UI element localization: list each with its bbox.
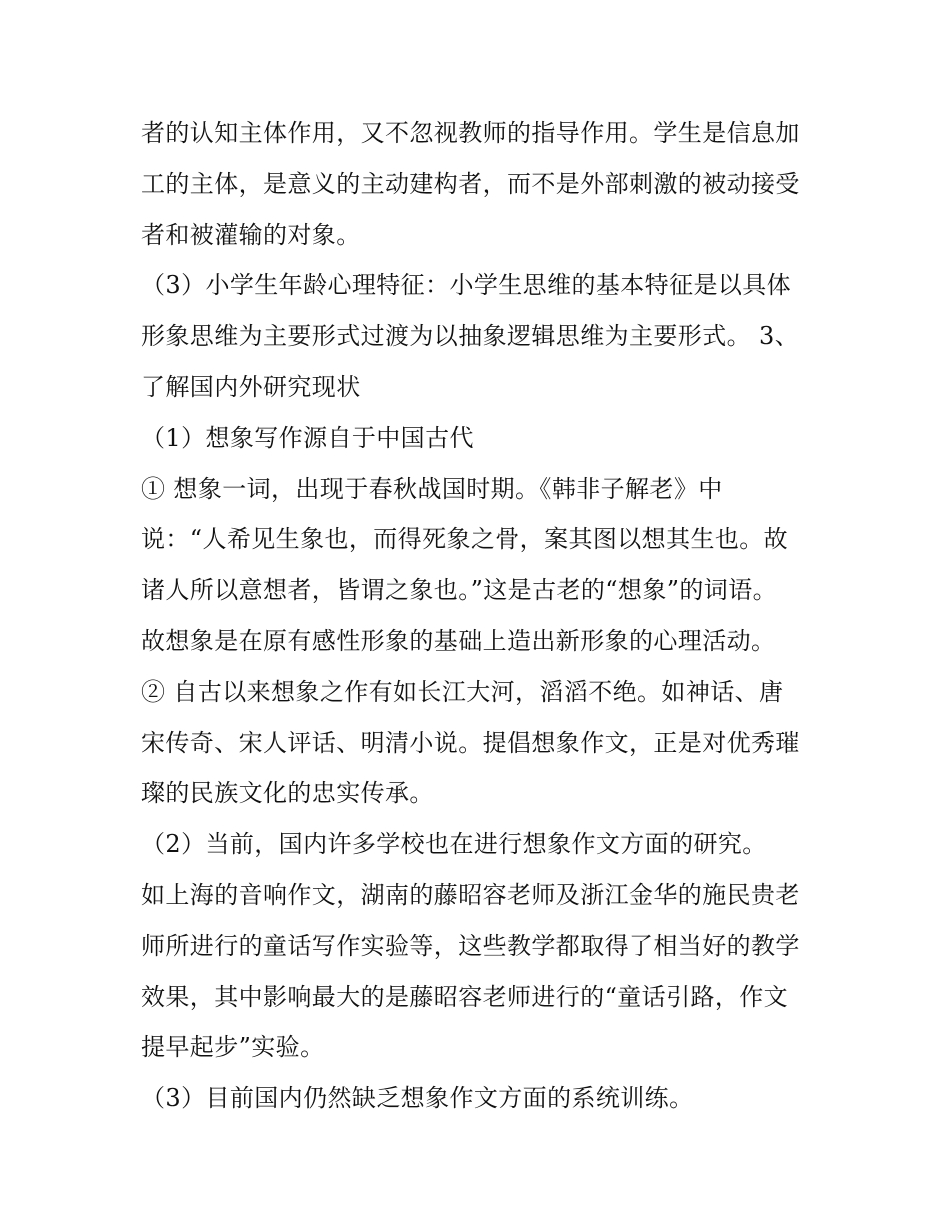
text-line: 师所进行的童话写作实验等，这些教学都取得了相当好的教学 xyxy=(141,931,800,960)
text-line: （1）想象写作源自于中国古代 xyxy=(141,423,474,452)
text-line: 诸人所以意想者，皆谓之象也。”这是古老的“想象”的词语。 xyxy=(141,576,778,605)
text-line: 宋传奇、宋人评话、明清小说。提倡想象作文，正是对优秀璀 xyxy=(141,728,800,757)
text-line: 者和被灌输的对象。 xyxy=(141,220,361,249)
text-line: （2）当前，国内许多学校也在进行想象作文方面的研究。 xyxy=(141,830,767,859)
text-line: 了解国内外研究现状 xyxy=(141,372,361,401)
text-line: （3）小学生年龄心理特征：小学生思维的基本特征是以具体 xyxy=(141,271,792,300)
text-line: 故想象是在原有感性形象的基础上造出新形象的心理活动。 xyxy=(141,626,776,655)
text-line: 提早起步”实验。 xyxy=(141,1033,325,1062)
text-line: 形象思维为主要形式过渡为以抽象逻辑思维为主要形式。 3、 xyxy=(141,322,800,351)
text-line: 者的认知主体作用，又不忽视教师的指导作用。学生是信息加 xyxy=(141,119,800,147)
text-line: ② 自古以来想象之作有如长江大河，滔滔不绝。如神话、唐 xyxy=(141,677,784,706)
text-line: 说：“人希见生象也，而得死象之骨，案其图以想其生也。故 xyxy=(141,525,789,554)
text-line: 工的主体，是意义的主动建构者，而不是外部刺激的被动接受 xyxy=(141,169,800,198)
text-line: ① 想象一词，出现于春秋战国时期。《韩非子解老》中 xyxy=(141,474,723,503)
text-line: 如上海的音响作文，湖南的藤昭容老师及浙江金华的施民贵老 xyxy=(141,880,800,909)
text-line: 效果，其中影响最大的是藤昭容老师进行的“童话引路，作文 xyxy=(141,982,789,1011)
document-body xyxy=(141,108,831,1124)
text-line: （3）目前国内仍然缺乏想象作文方面的系统训练。 xyxy=(141,1084,694,1113)
text-line: 璨的民族文化的忠实传承。 xyxy=(141,779,434,808)
